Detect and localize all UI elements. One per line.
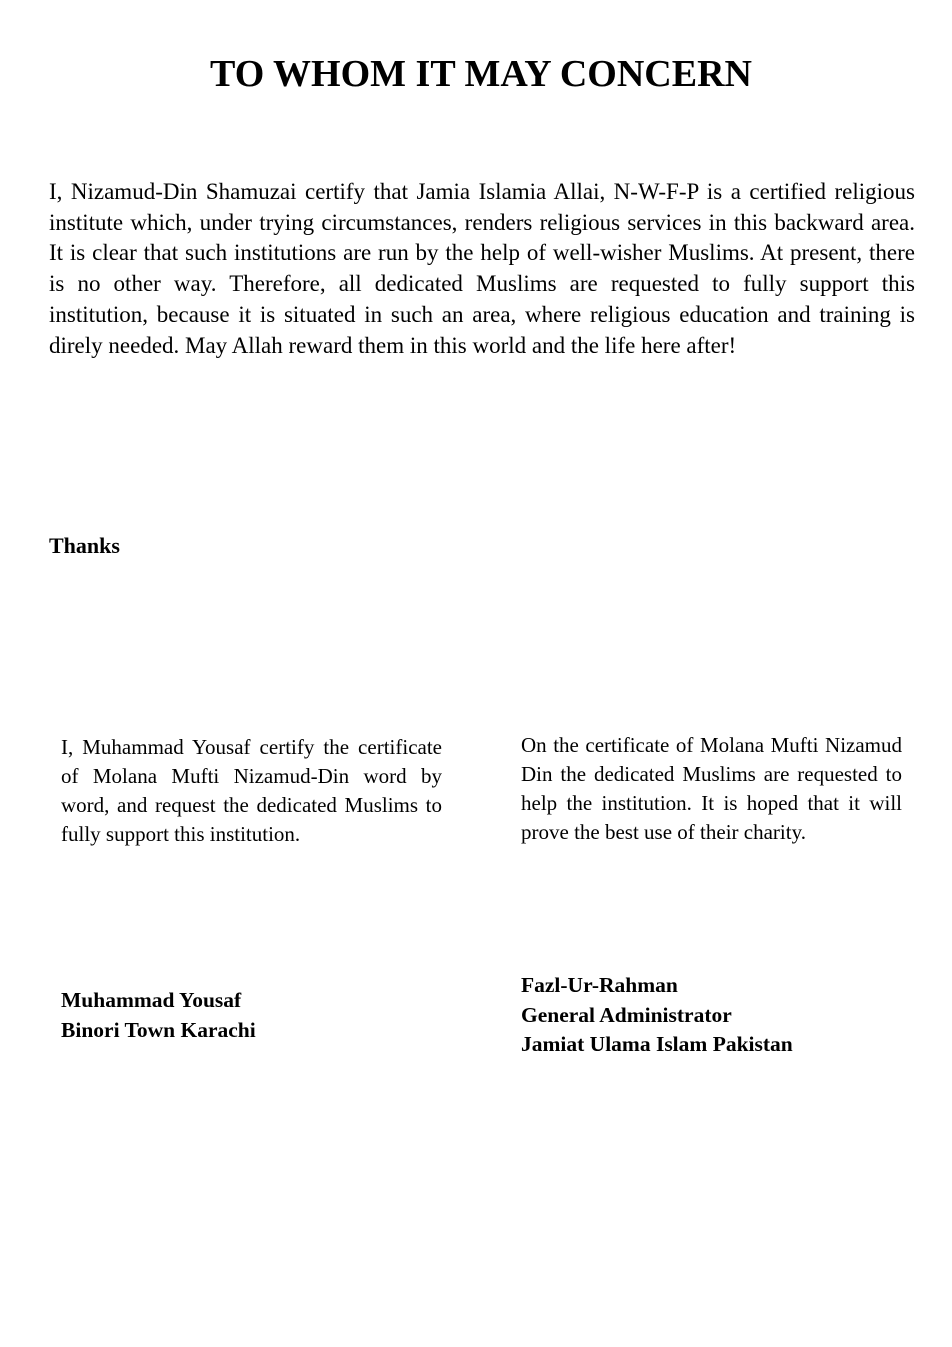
- closing-thanks: Thanks: [49, 533, 120, 558]
- endorsement-right-text: On the certificate of Molana Mufti Nizamud Din the dedicated Muslims are requested to help the institution. It is hoped that it will prove the best use of their charity.: [521, 733, 902, 844]
- signature-block-right: [521, 971, 793, 1060]
- signatory-name: Muhammad Yousaf: [61, 988, 242, 1012]
- signatory-location: Binori Town Karachi: [61, 1017, 256, 1042]
- page-title: TO WHOM IT MAY CONCERN: [210, 53, 752, 95]
- signatory-name: Fazl-Ur-Rahman: [521, 973, 678, 997]
- signatory-designation: General Administrator: [521, 1002, 732, 1027]
- signatory-organization: Jamiat Ulama Islam Pakistan: [521, 1032, 793, 1056]
- endorsement-left-text: I, Muhammad Yousaf certify the certificate of Molana Mufti Nizamud-Din word by word, and request the dedicated Muslims to fully support this institution.: [61, 735, 442, 846]
- signature-block-left: [61, 986, 256, 1045]
- certification-paragraph: I, Nizamud-Din Shamuzai certify that Jamia Islamia Allai, N-W-F-P is a certified religious institute which, under trying circumstances, renders religious services in this backward area. It is clear that such institutions are run by the help of well-wisher Muslims. At present, there is no other way. Therefore, all dedicated Muslims are requested to fully support this institution, because it is situated in such an area, where religious education and training is direly needed. May Allah reward them in this world and the life here after!: [49, 179, 915, 358]
